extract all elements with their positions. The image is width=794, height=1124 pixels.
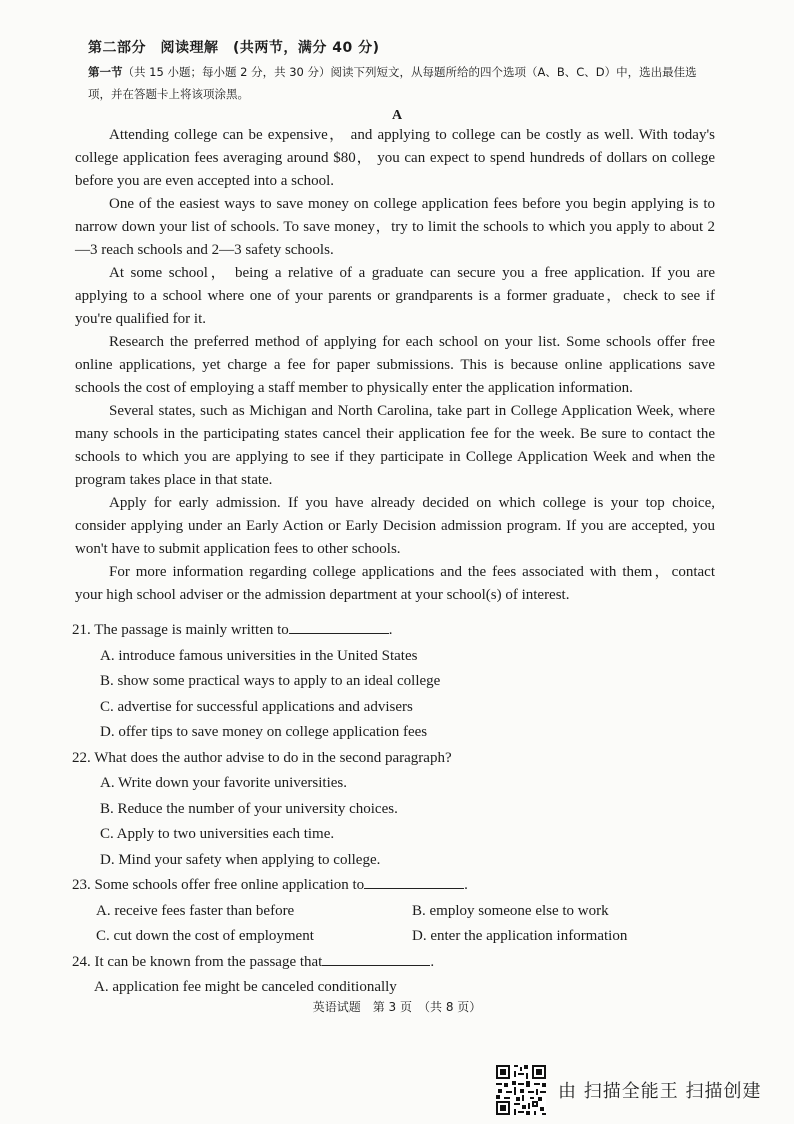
passage-paragraph: One of the easiest ways to save money on college application fees before you begin applying is to narrow down your list of schools. To save money，try to limit the schools to which you apply to about 2—3 reach schools and 2—3 safety schools. (75, 196, 715, 258)
instruction-text: （共 15 小题；每小题 2 分，共 30 分）阅读下列短文，从每题所给的四个选项（A、B、C、D）中，选出最佳选项，并在答题卡上将该项涂黑。 (88, 65, 697, 101)
question-23-stem (72, 873, 732, 899)
passage-paragraph: For more information regarding college applications and the fees associated with them，contact your high school adviser or the admission department at your school(s) of interest. (75, 564, 715, 603)
page-footer: 英语试题 第 3 页 （共 8 页） (312, 1000, 482, 1014)
question-end: . (430, 953, 435, 970)
question-23-options-row-1 (72, 899, 732, 925)
question-23-options-row-2 (72, 924, 732, 950)
question-23-option-d: D. enter the application information (412, 928, 628, 944)
question-text: 21. The passage is mainly written to (72, 622, 289, 638)
question-24-stem (72, 950, 732, 976)
question-22-option-b: B. Reduce the number of your university choices. (100, 800, 398, 817)
question-23-option-b: B. employ someone else to work (412, 902, 609, 919)
answer-blank (289, 618, 389, 634)
question-22-option-a: A. Write down your favorite universities. (100, 775, 347, 791)
passage-paragraph: Attending college can be expensive， and applying to college can be costly as well. With today's college application fees averaging around $80， you can expect to spend hundreds of dollars on college before you are even accepted into a school. (75, 127, 715, 189)
question-21-stem (72, 618, 732, 644)
scanner-watermark-text: 由 扫描全能王 扫描创建 (558, 1081, 762, 1102)
question-end: . (464, 877, 468, 893)
passage-label: A (391, 108, 403, 123)
passage-paragraph: Apply for early admission. If you have already decided on which college is your top choice, consider applying under an Early Action or Early Decision admission program. If you are accepted, you won't have to submit application fees to other schools. (75, 495, 715, 557)
question-23-option-c: C. cut down the cost of employment (96, 928, 314, 944)
qr-code-icon (496, 1065, 546, 1115)
question-22-option-d: D. Mind your safety when applying to college. (100, 851, 381, 868)
question-24-option-a: A. application fee might be canceled conditionally (94, 979, 397, 995)
question-21-option-c: C. advertise for successful applications and advisers (100, 698, 413, 715)
answer-blank (364, 873, 464, 889)
question-end: . (388, 622, 393, 638)
section-instructions (88, 61, 708, 105)
question-22-option-c: C. Apply to two universities each time. (100, 826, 335, 842)
question-21-option-a: A. introduce famous universities in the United States (100, 647, 418, 664)
question-21-option-b: B. show some practical ways to apply to an ideal college (100, 673, 441, 689)
question-list (72, 618, 732, 1001)
question-21-option-d: D. offer tips to save money on college application fees (100, 724, 428, 740)
scanner-watermark (496, 1065, 761, 1115)
question-text: 24. It can be known from the passage that (72, 953, 323, 970)
passage-paragraph: Several states, such as Michigan and North Carolina, take part in College Application Week, where many schools in the participating states cancel their application fee for the week. Be sure to contact the schools to which you are applying to see if they participate in College Application Week and when the program takes place in that state. (75, 403, 715, 488)
instruction-label: 第一节 (88, 65, 123, 79)
answer-blank (322, 950, 430, 966)
passage-paragraph: At some school， being a relative of a graduate can secure you a free application. If you are applying to a school where one of your parents or grandparents is a former graduate，check to see if you're qualified for it. (75, 265, 715, 327)
question-text: 23. Some schools offer free online application to (72, 877, 365, 893)
passage-paragraph: Research the preferred method of applying for each school on your list. Some schools offer free online applications, yet charge a fee for paper submissions. This is because online applications save schools the cost of employing a staff member to physically enter the application information. (75, 334, 715, 396)
question-23-option-a: A. receive fees faster than before (96, 902, 295, 919)
question-22-stem: 22. What does the author advise to do in the second paragraph? (72, 749, 452, 766)
section-title: 第二部分 阅读理解 (共两节，满分 40 分) (88, 40, 380, 56)
passage-body (75, 124, 715, 607)
